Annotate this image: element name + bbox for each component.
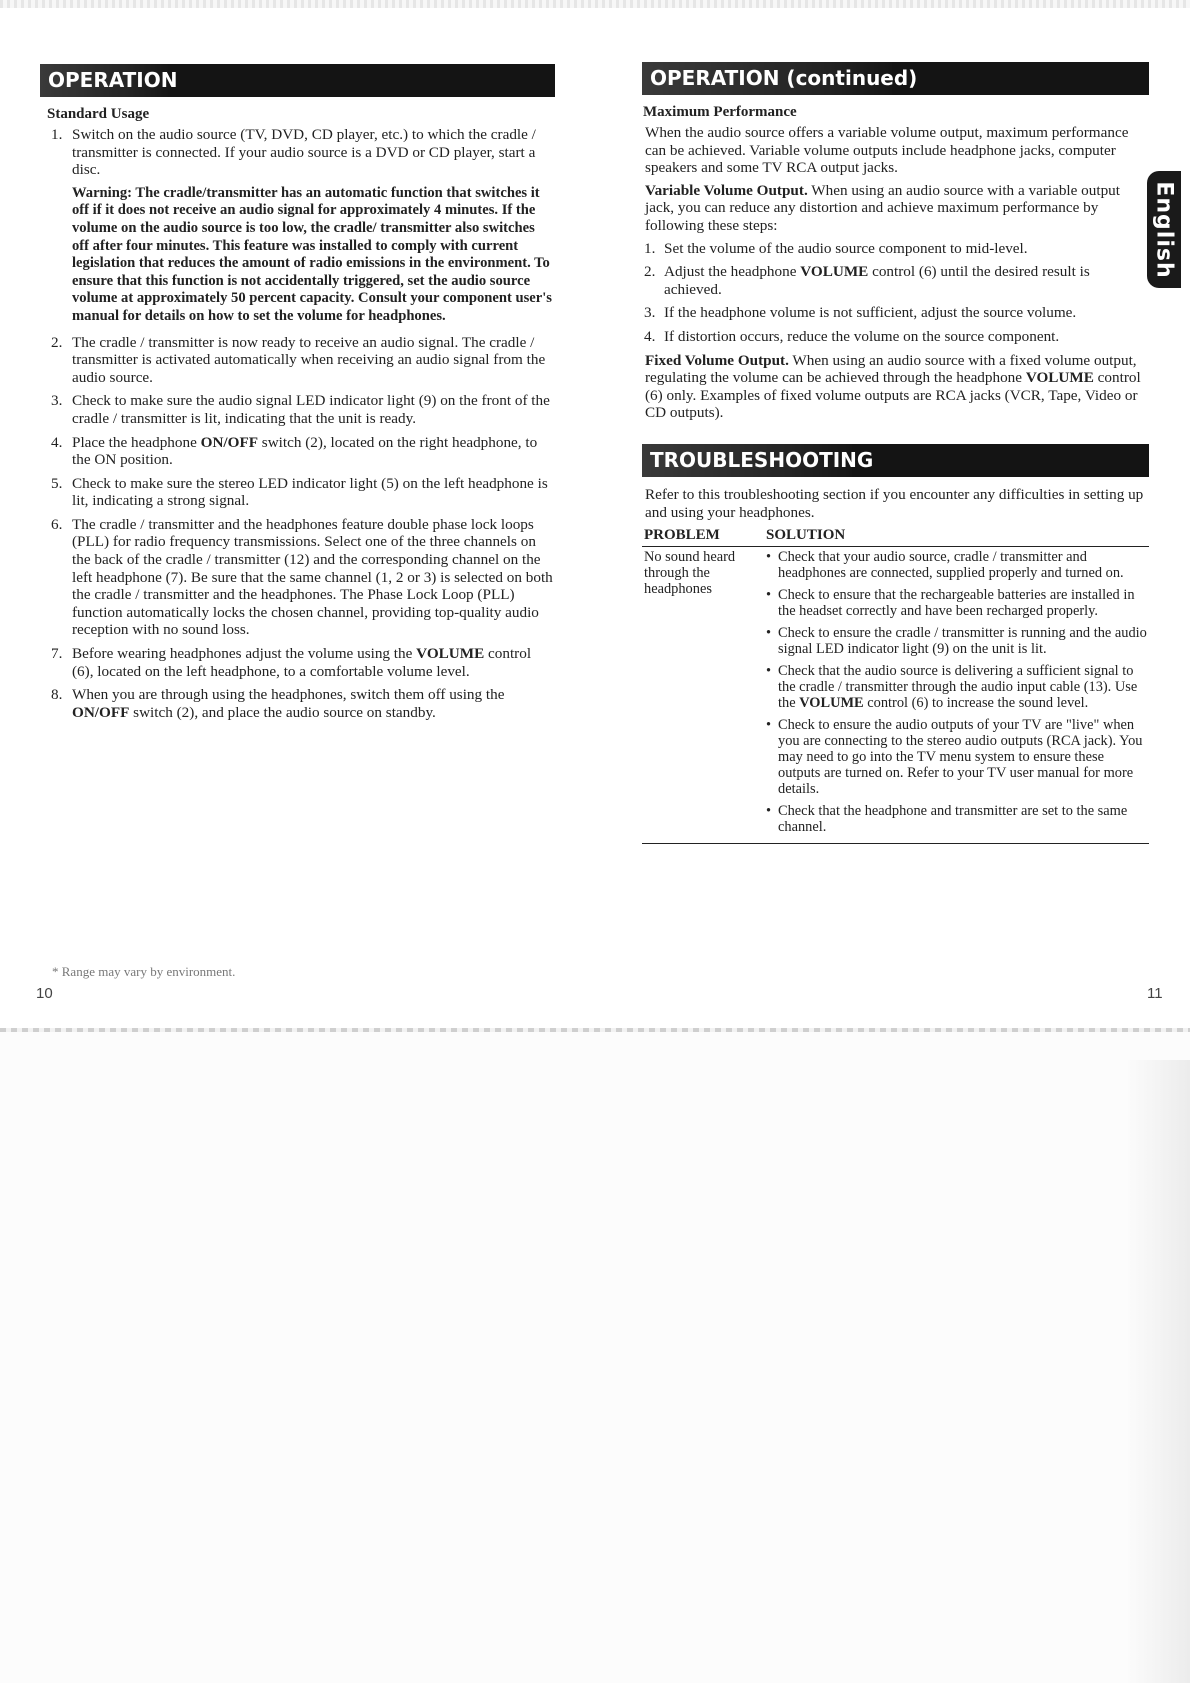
problem-cell: No sound heard through the headphones — [644, 549, 736, 598]
variable-volume-steps — [642, 240, 1149, 346]
solution-item: • Check to ensure that the rechargeable batteries are installed in the headset correctly and have been recharged properly. — [766, 587, 1135, 620]
max-performance-intro: When the audio source offers a variable volume output, maximum performance can be achieved. Variable volume outputs include headphone jacks, computer speakers and some TV RCA output jacks. — [645, 124, 1129, 177]
step-2: 2. The cradle / transmitter is now ready to receive an audio signal. The cradle / transmitter is activated automatically when receiving an audio signal from the audio source. — [51, 333, 546, 386]
solutions-cell — [764, 549, 1149, 841]
scan-page-edge — [0, 1028, 1190, 1032]
table-rule-top — [642, 546, 1149, 547]
vv-step-4: 4. If distortion occurs, reduce the volume on the source component. — [644, 327, 1060, 345]
section-header-operation — [40, 64, 555, 97]
language-tab-label: English — [1151, 180, 1177, 279]
section-header-operation-continued — [642, 62, 1149, 95]
section-header-label: OPERATION — [48, 68, 178, 92]
section-header-label: OPERATION (continued) — [650, 66, 918, 90]
vv-step-1: 1. Set the volume of the audio source component to mid-level. — [644, 239, 1028, 257]
table-rule-bottom — [642, 843, 1149, 844]
vv-step-3: 3. If the headphone volume is not sufficient, adjust the source volume. — [644, 304, 1077, 322]
subheading-maximum-performance: Maximum Performance — [643, 104, 797, 120]
troubleshooting-table-header — [644, 527, 1149, 544]
left-column — [40, 64, 555, 727]
step-6: 6. The cradle / transmitter and the headphones feature double phase lock loops (PLL) for radio frequency transmissions. Select one of the three channels on the back of the cradle / transmitter (12) and the corresponding channel on the left headphone (7). Be sure that the same channel (1, 2 or 3) is selected on both the cradle / transmitter and the headphones. The Phase Lock Loop (PLL) function automatically locks the chosen channel, providing top-quality audio reception with no sound loss. — [51, 515, 553, 639]
step-4: 4. Place the headphone ON/OFF switch (2), located on the right headphone, to the ON position. — [51, 433, 538, 469]
section-header-label: TROUBLESHOOTING — [650, 447, 874, 472]
standard-usage-steps-cont — [40, 334, 555, 722]
subheading-standard-usage: Standard Usage — [47, 106, 150, 122]
solution-item: • Check to ensure the cradle / transmitter is running and the audio signal LED indicator light (9) on the unit is lit. — [766, 625, 1147, 658]
column-header-problem: PROBLEM — [644, 527, 720, 544]
fixed-volume-paragraph: Fixed Volume Output. When using an audio source with a fixed volume output, regulating the volume can be achieved through the headphone VOLUME control (6) only. Examples of fixed volume outputs are RCA jacks (VCR, Tape, Video or CD outputs). — [645, 351, 1141, 422]
step-5: 5. Check to make sure the stereo LED indicator light (5) on the left headphone is lit, indicating a strong signal. — [51, 474, 548, 510]
language-tab-english — [1147, 171, 1181, 288]
footnote: * Range may vary by environment. — [52, 964, 236, 979]
warning-note: Warning: The cradle/transmitter has an automatic function that switches it off if it does not receive an audio signal for approximately 4 minutes. If the volume on the audio source is too low, the cradle/ transmitter also switches off after four minutes. This feature was installed to comply with current legislation that reduces the amount of radio emissions in the environment. To ensure that this function is not accidentally triggered, set the audio source volume at approximately 50 percent capacity. Consult your component user's manual for details on how to set the volume for headphones. — [72, 184, 552, 324]
step-1: 1. Switch on the audio source (TV, DVD, CD player, etc.) to which the cradle / transmitter is connected. If your audio source is a DVD or CD player, start a disc. — [51, 126, 536, 179]
troubleshooting-table-row — [642, 549, 1149, 841]
step-3: 3. Check to make sure the audio signal LED indicator light (9) on the front of the cradle / transmitter is lit, indicating that the unit is ready. — [51, 392, 550, 427]
column-header-solution: SOLUTION — [766, 527, 846, 544]
variable-volume-paragraph: Variable Volume Output. When using an audio source with a variable output jack, you can reduce any distortion and achieve maximum performance by following these steps: — [645, 181, 1120, 234]
solution-item: • Check that the headphone and transmitter are set to the same channel. — [766, 803, 1128, 836]
solution-item: • Check that your audio source, cradle / transmitter and headphones are connected, supplied properly and turned on. — [766, 549, 1124, 582]
step-8: 8. When you are through using the headphones, switch them off using the ON/OFF switch (2), and place the audio source on standby. — [51, 686, 505, 721]
vv-step-2: 2. Adjust the headphone VOLUME control (6) until the desired result is achieved. — [644, 263, 1090, 298]
section-header-troubleshooting — [642, 444, 1149, 477]
page-number-right: 11 — [1147, 985, 1163, 1002]
right-column — [642, 62, 1149, 844]
scan-edge-top — [0, 0, 1190, 8]
troubleshooting-intro: Refer to this troubleshooting section if you encounter any difficulties in setting up and using your headphones. — [645, 485, 1144, 521]
scan-shadow-right — [1125, 1060, 1190, 1683]
solution-item: • Check that the audio source is delivering a sufficient signal to the cradle / transmitter through the audio input cable (13). Use the VOLUME control (6) to increase the sound level. — [766, 663, 1138, 712]
solution-item: • Check to ensure the audio outputs of your TV are "live" when you are connecting to the stereo audio outputs (RCA jack). You may need to go into the TV menu system to ensure these outputs are turned on. Refer to your TV user manual for more details. — [766, 717, 1143, 798]
blank-scan-area — [0, 1028, 1190, 1683]
standard-usage-steps — [40, 126, 555, 179]
step-7: 7. Before wearing headphones adjust the volume using the VOLUME control (6), located on the left headphone, to a comfortable volume level. — [51, 645, 532, 680]
page-number-left: 10 — [36, 985, 53, 1002]
